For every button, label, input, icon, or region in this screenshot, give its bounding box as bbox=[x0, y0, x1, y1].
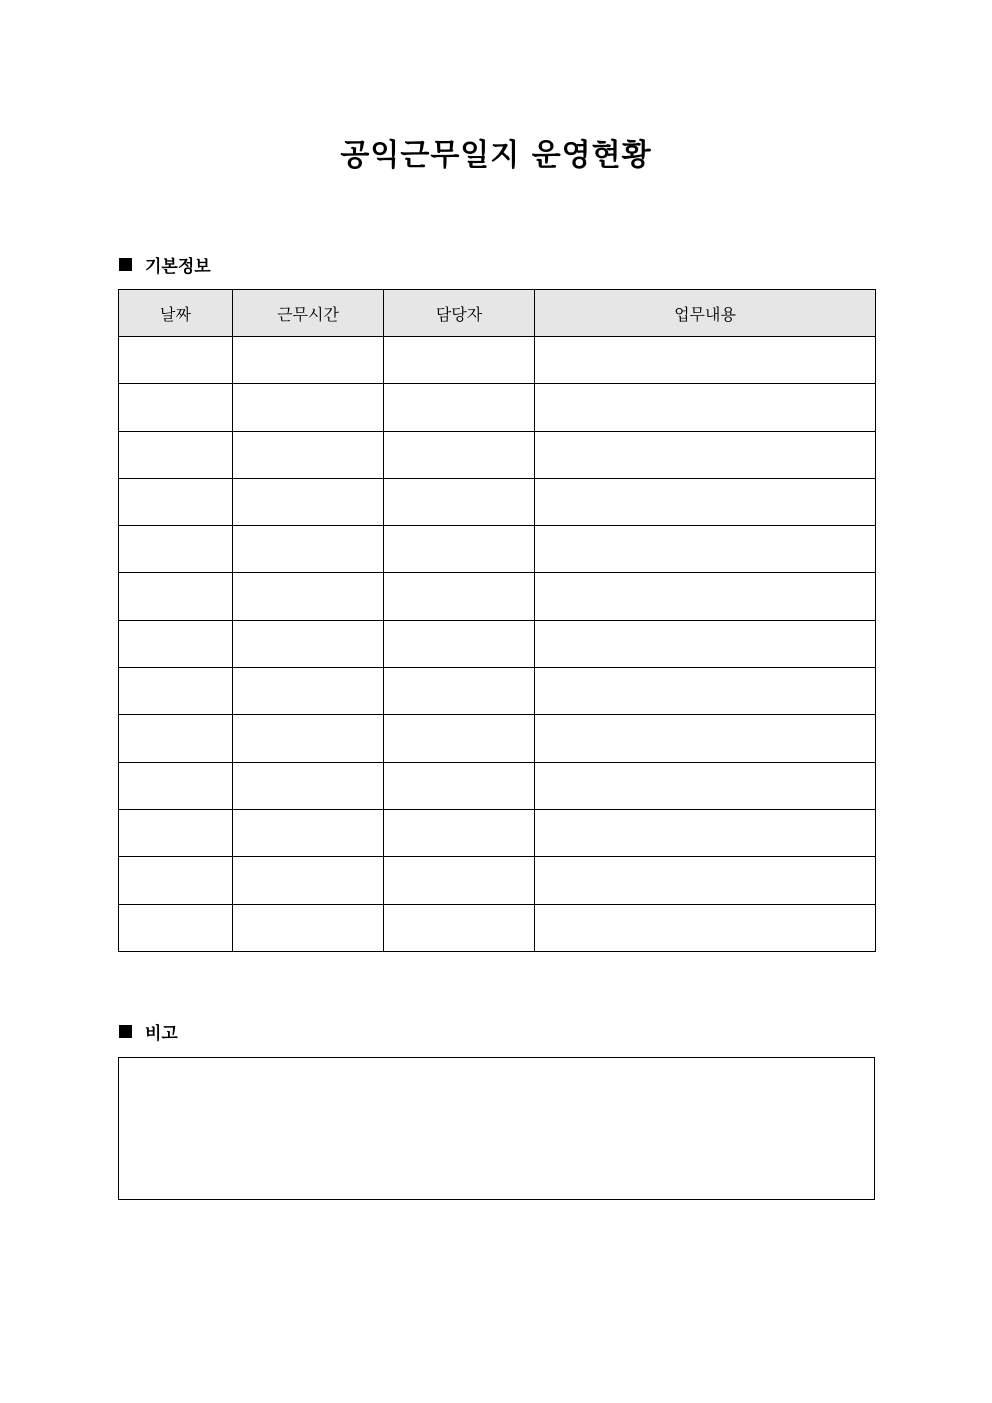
table-row bbox=[119, 809, 876, 856]
cell-person-in-charge[interactable] bbox=[384, 762, 535, 809]
table-row bbox=[119, 620, 876, 667]
cell-person-in-charge[interactable] bbox=[384, 431, 535, 478]
cell-date[interactable] bbox=[119, 526, 233, 573]
cell-date[interactable] bbox=[119, 478, 233, 525]
cell-work-content[interactable] bbox=[535, 431, 876, 478]
notes-box[interactable] bbox=[118, 1057, 875, 1200]
cell-work-content[interactable] bbox=[535, 620, 876, 667]
column-header-person-in-charge: 담당자 bbox=[384, 290, 535, 337]
cell-person-in-charge[interactable] bbox=[384, 715, 535, 762]
table-row bbox=[119, 478, 876, 525]
section-heading-label: 비고 bbox=[145, 1023, 178, 1044]
cell-work-hours[interactable] bbox=[233, 337, 384, 384]
table-row bbox=[119, 431, 876, 478]
table-row bbox=[119, 904, 876, 951]
cell-date[interactable] bbox=[119, 668, 233, 715]
cell-person-in-charge[interactable] bbox=[384, 526, 535, 573]
cell-person-in-charge[interactable] bbox=[384, 478, 535, 525]
column-header-date: 날짜 bbox=[119, 290, 233, 337]
cell-date[interactable] bbox=[119, 620, 233, 667]
cell-work-content[interactable] bbox=[535, 762, 876, 809]
cell-work-content[interactable] bbox=[535, 809, 876, 856]
cell-work-hours[interactable] bbox=[233, 809, 384, 856]
cell-date[interactable] bbox=[119, 337, 233, 384]
cell-work-content[interactable] bbox=[535, 857, 876, 904]
cell-work-content[interactable] bbox=[535, 478, 876, 525]
cell-person-in-charge[interactable] bbox=[384, 337, 535, 384]
table-row bbox=[119, 715, 876, 762]
cell-work-hours[interactable] bbox=[233, 857, 384, 904]
cell-work-hours[interactable] bbox=[233, 573, 384, 620]
table-header-row bbox=[119, 290, 876, 337]
cell-date[interactable] bbox=[119, 715, 233, 762]
document-title: 공익근무일지 운영현황 bbox=[340, 138, 652, 173]
cell-work-content[interactable] bbox=[535, 904, 876, 951]
cell-work-hours[interactable] bbox=[233, 384, 384, 431]
work-log-table bbox=[118, 289, 876, 952]
cell-date[interactable] bbox=[119, 809, 233, 856]
cell-person-in-charge[interactable] bbox=[384, 857, 535, 904]
cell-work-content[interactable] bbox=[535, 384, 876, 431]
cell-date[interactable] bbox=[119, 431, 233, 478]
cell-date[interactable] bbox=[119, 857, 233, 904]
cell-work-hours[interactable] bbox=[233, 478, 384, 525]
cell-work-hours[interactable] bbox=[233, 668, 384, 715]
cell-work-hours[interactable] bbox=[233, 620, 384, 667]
table-row bbox=[119, 762, 876, 809]
cell-work-hours[interactable] bbox=[233, 431, 384, 478]
cell-date[interactable] bbox=[119, 762, 233, 809]
cell-person-in-charge[interactable] bbox=[384, 384, 535, 431]
cell-person-in-charge[interactable] bbox=[384, 620, 535, 667]
table-row bbox=[119, 668, 876, 715]
table-row bbox=[119, 857, 876, 904]
section-heading-basic-info bbox=[119, 252, 211, 276]
column-header-work-content: 업무내용 bbox=[535, 290, 876, 337]
cell-work-hours[interactable] bbox=[233, 762, 384, 809]
cell-date[interactable] bbox=[119, 573, 233, 620]
square-bullet-icon bbox=[119, 1025, 132, 1038]
cell-work-content[interactable] bbox=[535, 668, 876, 715]
table-row bbox=[119, 526, 876, 573]
cell-person-in-charge[interactable] bbox=[384, 809, 535, 856]
cell-date[interactable] bbox=[119, 384, 233, 431]
table-row bbox=[119, 573, 876, 620]
cell-work-content[interactable] bbox=[535, 573, 876, 620]
cell-work-content[interactable] bbox=[535, 715, 876, 762]
section-heading-label: 기본정보 bbox=[145, 256, 211, 277]
square-bullet-icon bbox=[119, 258, 132, 271]
cell-date[interactable] bbox=[119, 904, 233, 951]
cell-person-in-charge[interactable] bbox=[384, 668, 535, 715]
cell-work-content[interactable] bbox=[535, 526, 876, 573]
column-header-work-hours: 근무시간 bbox=[233, 290, 384, 337]
cell-work-content[interactable] bbox=[535, 337, 876, 384]
table-row bbox=[119, 337, 876, 384]
cell-work-hours[interactable] bbox=[233, 715, 384, 762]
table-row bbox=[119, 384, 876, 431]
cell-work-hours[interactable] bbox=[233, 904, 384, 951]
cell-work-hours[interactable] bbox=[233, 526, 384, 573]
cell-person-in-charge[interactable] bbox=[384, 904, 535, 951]
section-heading-notes bbox=[119, 1019, 178, 1043]
cell-person-in-charge[interactable] bbox=[384, 573, 535, 620]
table-body bbox=[119, 337, 876, 952]
